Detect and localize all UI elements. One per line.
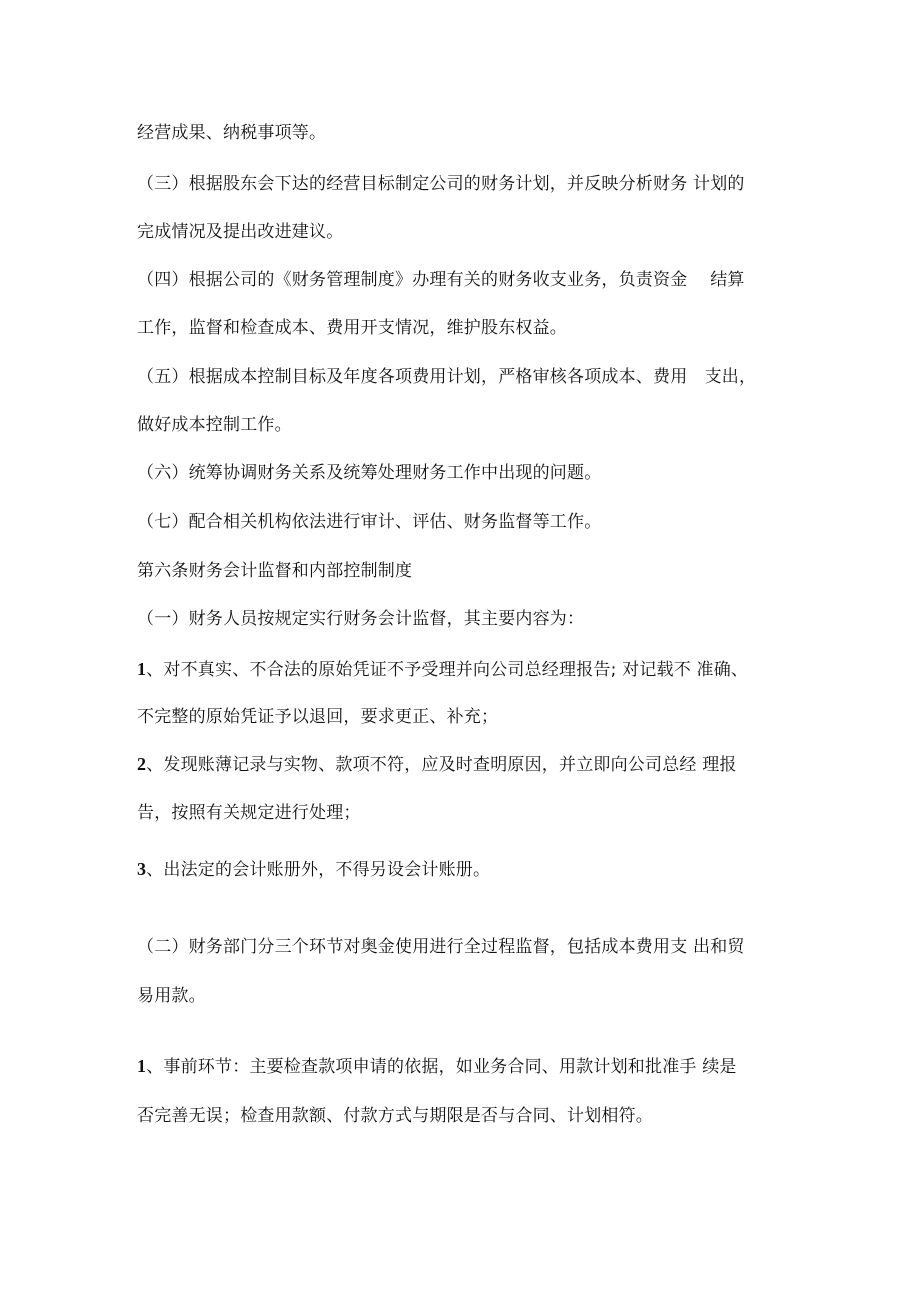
paragraph-line: （七）配合相关机构依法进行审计、评估、财务监督等工作。 xyxy=(137,512,602,532)
paragraph-line: 经营成果、纳税事项等。 xyxy=(137,123,327,143)
list-item xyxy=(137,1054,797,1079)
item-number: 3 xyxy=(137,859,147,879)
paragraph-line: （二）财务部门分三个环节对奥金使用进行全过程监督，包括成本费用支 出和贸 xyxy=(137,937,745,957)
paragraph-line: （三）根据股东会下达的经营目标制定公司的财务计划，并反映分析财务 计划的 xyxy=(137,174,745,194)
paragraph-line: 告，按照有关规定进行处理； xyxy=(137,803,361,823)
item-number: 1 xyxy=(137,1056,147,1076)
paragraph-line: 否完善无误；检查用款额、付款方式与期限是否与合同、计划相符。 xyxy=(137,1106,653,1126)
list-item xyxy=(137,657,797,682)
paragraph-line: 工作，监督和检查成本、费用开支情况，维护股东权益。 xyxy=(137,318,567,338)
paragraph-line: 做好成本控制工作。 xyxy=(137,415,292,435)
paragraph-line: （五）根据成本控制目标及年度各项费用计划，严格审核各项成本、费用 支出， xyxy=(137,367,757,387)
paragraph-line: （六）统筹协调财务关系及统筹处理财务工作中出现的问题。 xyxy=(137,463,602,483)
paragraph-line: 完成情况及提出改进建议。 xyxy=(137,222,344,242)
paragraph-line: （一）财务人员按规定实行财务会计监督，其主要内容为： xyxy=(137,609,585,629)
item-text: 、对不真实、不合法的原始凭证不予受理并向公司总经理报告; 对记载不 准确、 xyxy=(146,660,749,680)
item-text: 、发现账薄记录与实物、款项不符，应及时查明原因，并立即向公司总经 理报 xyxy=(146,755,737,775)
section-heading: 第六条财务会计监督和内部控制制度 xyxy=(137,561,413,581)
paragraph-line: 不完整的原始凭证予以退回，要求更正、补充； xyxy=(137,707,499,727)
paragraph-line: 易用款。 xyxy=(137,986,206,1006)
list-item xyxy=(137,857,797,882)
item-number: 2 xyxy=(137,754,147,774)
item-number: 1 xyxy=(137,659,147,679)
item-text: 、事前环节：主要检查款项申请的依据，如业务合同、用款计划和批准手 续是 xyxy=(146,1057,737,1077)
item-text: 、出法定的会计账册外，不得另设会计账册。 xyxy=(146,860,491,880)
list-item xyxy=(137,752,797,777)
paragraph-line: （四）根据公司的《财务管理制度》办理有关的财务收支业务，负责资金 结算 xyxy=(137,270,745,290)
